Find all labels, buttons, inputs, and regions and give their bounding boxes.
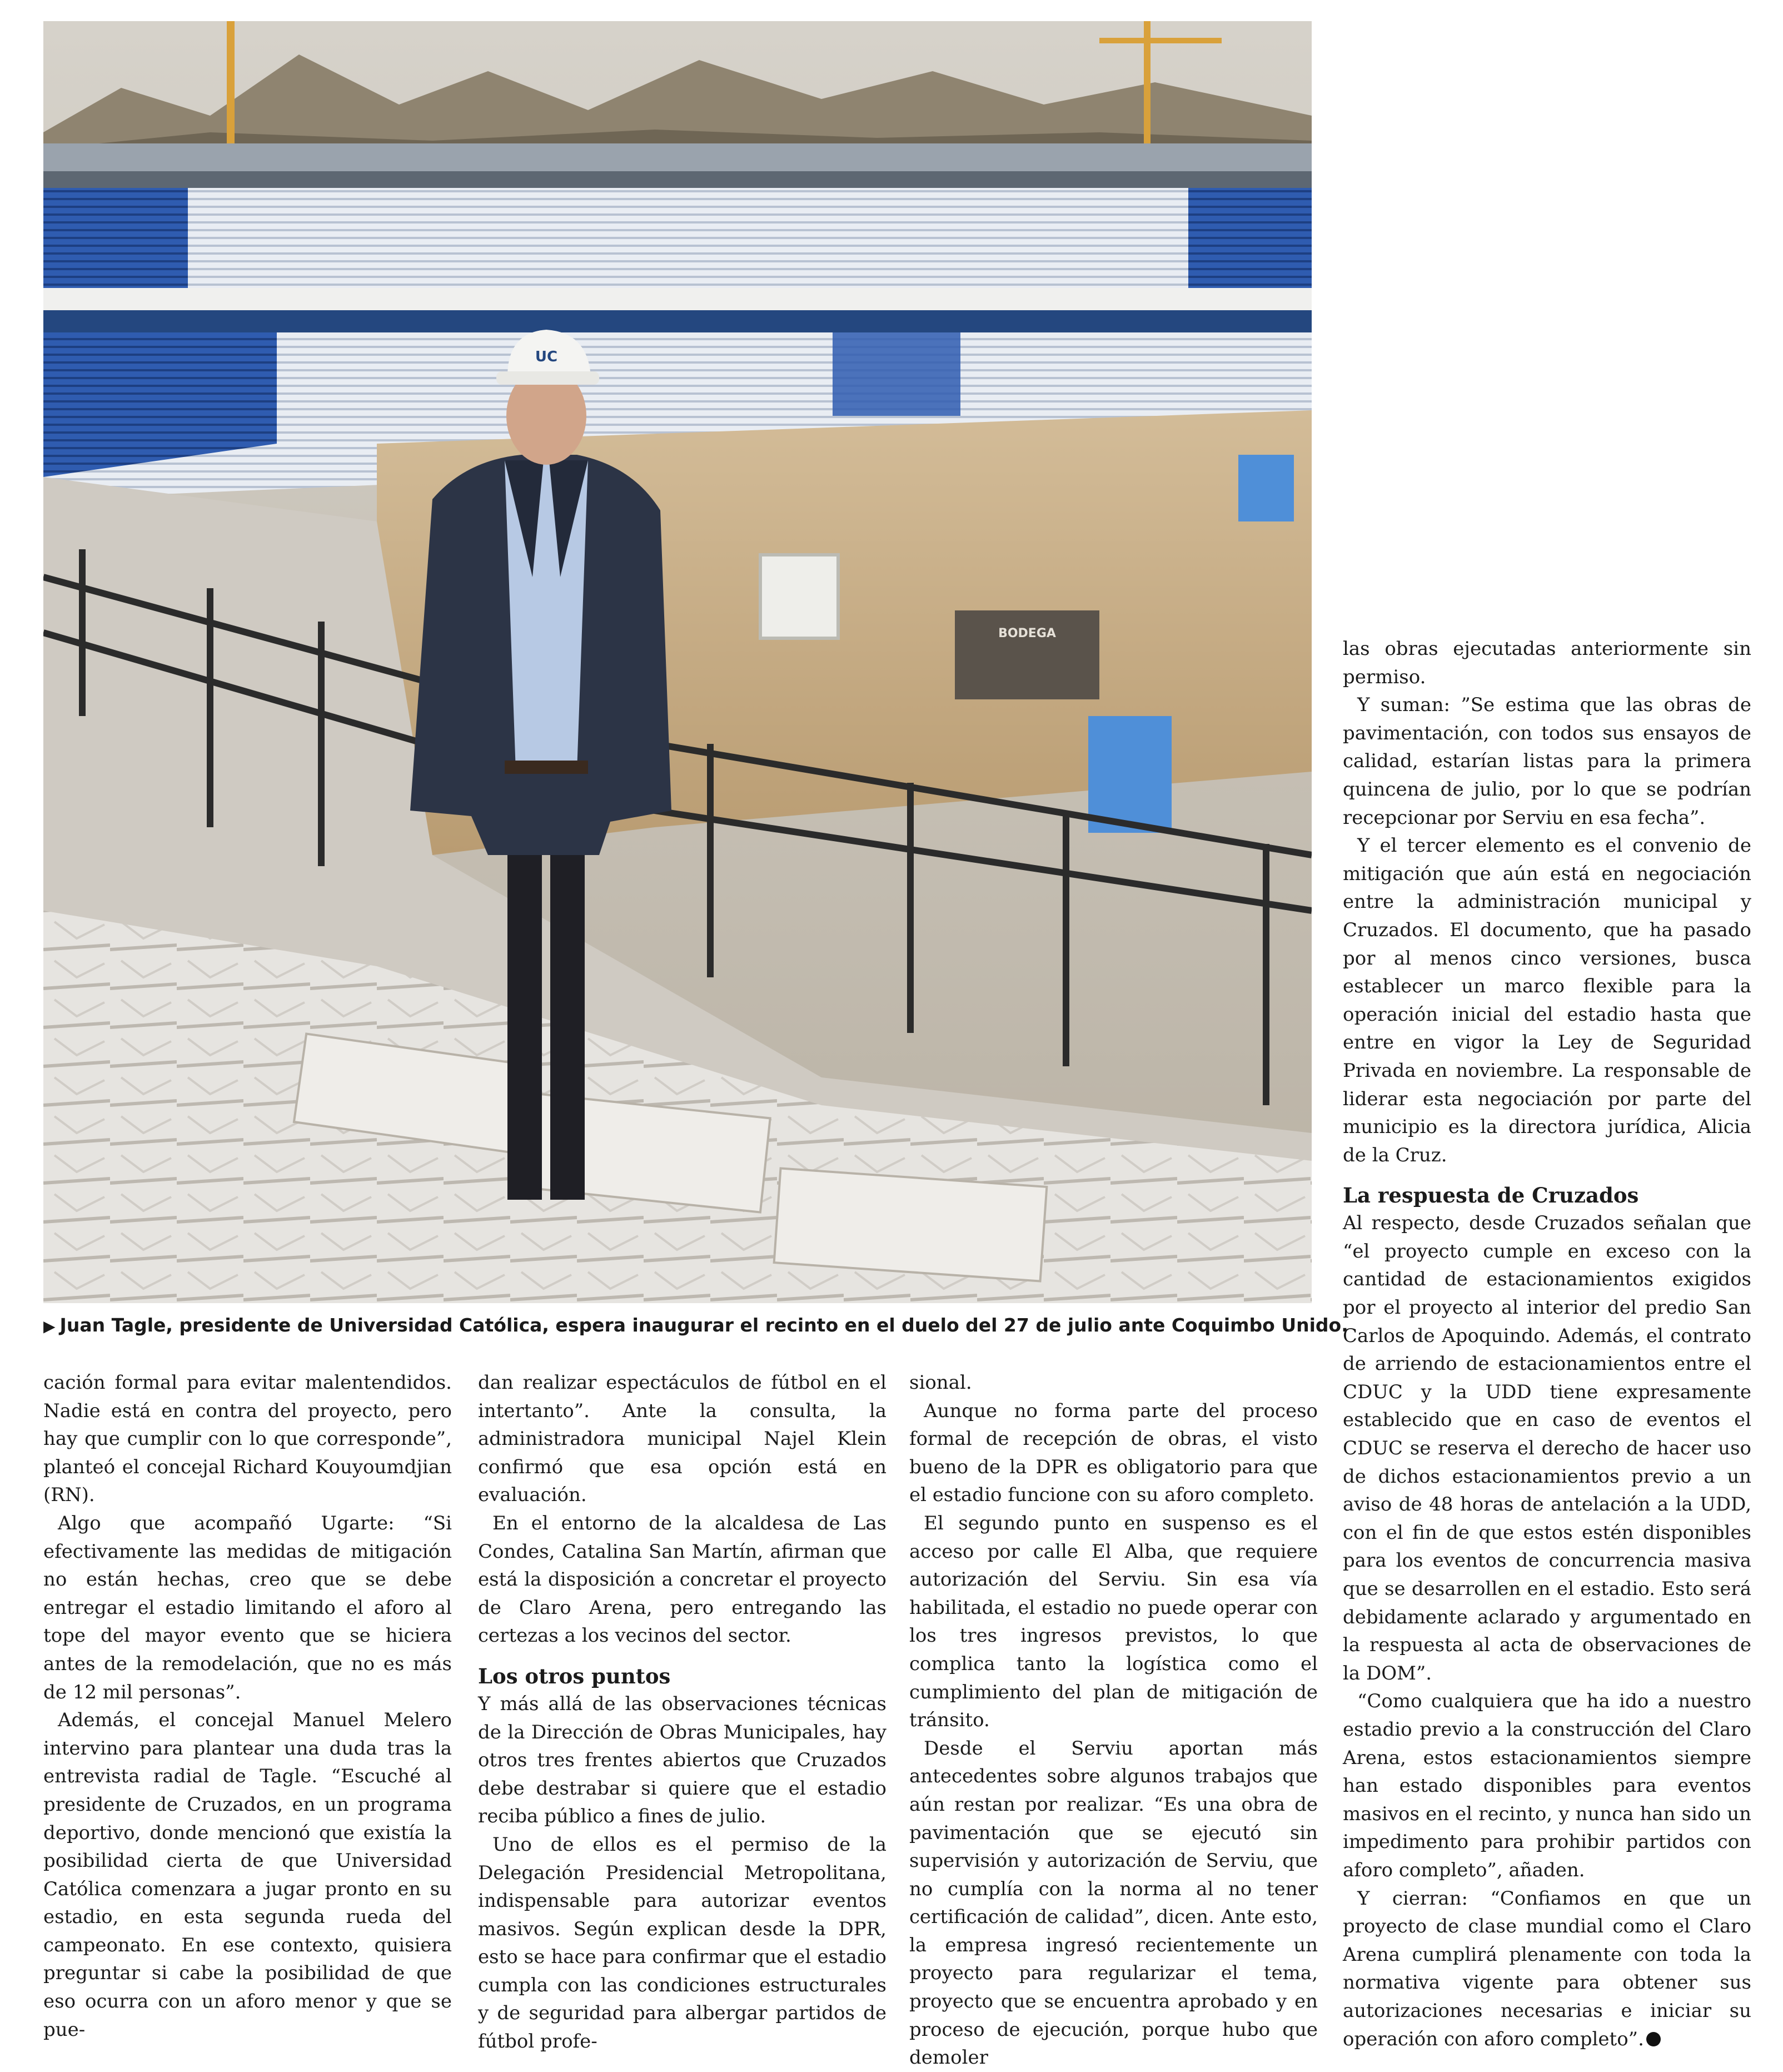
article-paragraph: Aunque no forma parte del proceso formal de recepción de obras, el visto bueno de la DPR es obligatorio para que el estadio funcione con su aforo completo. xyxy=(909,1399,1318,1507)
article-paragraph: El segundo punto en suspenso es el acceso por calle El Alba, que requiere autorización del Serviu. Sin esa vía habilitada, el estadio no puede operar con los tres ingresos previstos, lo que complica tanto la logística como el cumplimiento del plan de mitigación de tránsito. xyxy=(909,1512,1318,1732)
article-column-4 xyxy=(1343,635,1751,2053)
article-paragraph: Y cierran: “Confiamos en que un proyecto de clase mundial como el Claro Arena cumplirá plenamente con toda la normativa vigente para obtener sus autorizaciones necesarias e iniciar su operación con aforo completo”. xyxy=(1343,1887,1751,2050)
article-column-1 xyxy=(43,1369,452,2044)
field-sign-text: BODEGA xyxy=(998,627,1056,640)
helmet-logo-text: UC xyxy=(535,349,558,365)
article-paragraph: Desde el Serviu aportan más antecedentes sobre algunos trabajos que aún restan por realizar. “Es una obra de pavimentación que se ejecutó sin supervisión y autorización de Serviu, que no cumplía con la norma al no tener certificación de calidad”, dicen. Ante esto, la empresa ingresó recientemente un proyecto para regularizar el tema, proyecto que se encuentra aprobado y en proceso de ejecución, porque hubo que demoler xyxy=(909,1737,1318,2069)
photo-caption xyxy=(43,1311,1348,1341)
article-paragraph: las obras ejecutadas anteriormente sin permiso. xyxy=(1343,638,1751,688)
stadium-photo xyxy=(43,21,1312,1303)
article-column-2 xyxy=(478,1369,886,2056)
article-paragraph: cación formal para evitar malentendidos. Nadie está en contra del proyecto, pero hay que cumplir con lo que corresponde”, planteó el concejal Richard Kouyoumdjian (RN). xyxy=(43,1372,452,1507)
caption-arrow-icon: ▶ xyxy=(43,1317,56,1335)
end-of-article-icon xyxy=(1646,2032,1661,2046)
section-heading: Los otros puntos xyxy=(478,1663,671,1688)
article-paragraph: Y suman: ”Se estima que las obras de pavimentación, con todos sus ensayos de calidad, estarían listas para la primera quincena de julio, por lo que se podrían recepcionar por Serviu en esa fecha”. xyxy=(1343,694,1751,829)
article-paragraph: En el entorno de la alcaldesa de Las Condes, Catalina San Martín, afirman que está la disposición a concretar el proyecto de Claro Arena, pero entregando las certezas a los vecinos del sector. xyxy=(478,1512,886,1647)
article-paragraph: Algo que acompañó Ugarte: “Si efectivamente las medidas de mitigación no están hechas, creo que se debe entregar el estadio limitando el aforo al tope del mayor evento que se hiciera antes de la remodelación, que no es más de 12 mil personas”. xyxy=(43,1512,452,1703)
article-paragraph: Y más allá de las observaciones técnicas de la Dirección de Obras Municipales, hay otros tres frentes abiertos que Cruzados debe destrabar si quiere que el estadio reciba público a fines de julio. xyxy=(478,1692,886,1828)
stadium-photo-illustration xyxy=(43,21,1312,1303)
article-paragraph: “Como cualquiera que ha ido a nuestro estadio previo a la construcción del Claro Arena, estos estacionamientos siempre han estado disponibles para eventos masivos en el recinto, y nunca han sido un impedimento para prohibir partidos con aforo completo”, añaden. xyxy=(1343,1690,1751,1881)
article-paragraph: Además, el concejal Manuel Melero intervino para plantear una duda tras la entrevista radial de Tagle. “Escuché al presidente de Cruzados, en un programa deportivo, donde mencionó que existía la posibilidad cierta de que Universidad Católica comenzara a jugar pronto en su estadio, en esta segunda rueda del campeonato. En ese contexto, quisiera preguntar si cabe la posibilidad de que eso ocurra con un aforo menor y que se pue- xyxy=(43,1709,452,2041)
article-paragraph: Al respecto, desde Cruzados señalan que “el proyecto cumple en exceso con la cantidad de estacionamientos exigidos por el proyecto al interior del predio San Carlos de Apoquindo. Además, el contrato de arriendo de estacionamientos entre el CDUC y la UDD tiene expresamente establecido que en caso de eventos el CDUC se reserva el derecho de hacer uso de dichos estacionamientos previo a un aviso de 48 horas de antelación a la UDD, con el fin de que estos estén disponibles para los eventos de concurrencia masiva que se desarrollen en el estadio. Esto será debidamente aclarado y argumentado en la respuesta al acta de observaciones de la DOM”. xyxy=(1343,1212,1751,1685)
article-paragraph: Y el tercer elemento es el convenio de mitigación que aún está en negociación entre la administración municipal y Cruzados. El documento, que ha pasado por al menos cinco versiones, busca establecer un marco flexible para la operación inicial del estadio hasta que entre en vigor la Ley de Seguridad Privada en noviembre. La responsable de liderar esta negociación por parte del municipio es la directora jurídica, Alicia de la Cruz. xyxy=(1343,834,1751,1166)
article-paragraph: sional. xyxy=(909,1372,972,1394)
photo-caption-text: Juan Tagle, presidente de Universidad Católica, espera inaugurar el recinto en el duelo del 27 de julio ante Coquimbo Unido. xyxy=(59,1314,1348,1336)
article-paragraph: Uno de ellos es el permiso de la Delegación Presidencial Metropolitana, indispensable para autorizar eventos masivos. Según explican desde la DPR, esto se hace para confirmar que el estadio cumpla con las condiciones estructurales y de seguridad para albergar partidos de fútbol profe- xyxy=(478,1833,886,2053)
section-heading: La respuesta de Cruzados xyxy=(1343,1183,1639,1208)
article-paragraph: dan realizar espectáculos de fútbol en el intertanto”. Ante la consulta, la administradora municipal Najel Klein confirmó que esa opción está en evaluación. xyxy=(478,1372,886,1507)
article-column-3 xyxy=(909,1369,1318,2072)
